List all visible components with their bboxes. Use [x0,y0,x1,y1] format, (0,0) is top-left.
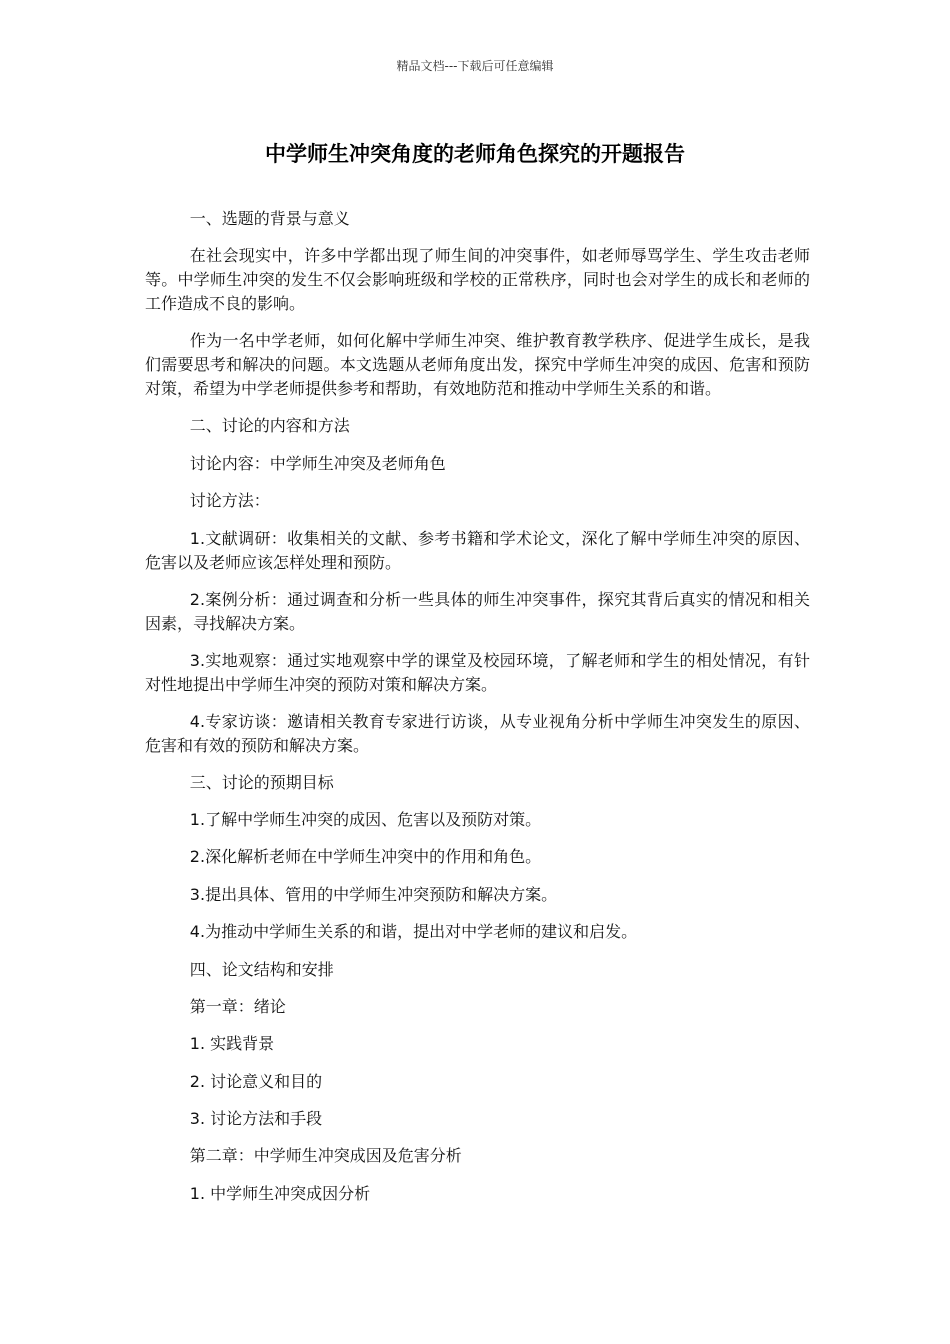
method-item: 2.案例分析：通过调查和分析一些具体的师生冲突事件，探究其背后真实的情况和相关因素，寻找解决方案。 [145,589,810,633]
goal-item: 2.深化解析老师在中学师生冲突中的作用和角色。 [189,847,542,867]
section-heading-1: 一、选题的背景与意义 [189,209,350,228]
goal-item: 3.提出具体、管用的中学师生冲突预防和解决方案。 [189,884,558,904]
chapter-heading: 第二章：中学师生冲突成因及危害分析 [189,1146,462,1166]
goal-item: 4.为推动中学师生关系的和谐，提出对中学老师的建议和启发。 [189,922,638,942]
paragraph-background: 在社会现实中，许多中学都出现了师生间的冲突事件，如老师辱骂学生、学生攻击老师等。中学师生冲突的发生不仅会影响班级和学校的正常秩序，同时也会对学生的成长和老师的工作造成不良的影响。 [145,246,810,314]
goal-item: 1.了解中学师生冲突的成因、危害以及预防对策。 [189,809,542,829]
section-heading-3: 三、讨论的预期目标 [189,772,334,792]
section-heading-4: 四、论文结构和安排 [189,959,334,979]
outline-item: 3. 讨论方法和手段 [189,1109,323,1129]
header-note: 精品文档---下载后可任意编辑 [396,59,554,73]
document-body [145,207,810,1219]
outline-item: 1. 实践背景 [189,1034,275,1054]
method-item: 4.专家访谈：邀请相关教育专家进行访谈，从专业视角分析中学师生冲突发生的原因、危害和有效的预防和解决方案。 [145,711,810,755]
method-item: 1.文献调研：收集相关的文献、参考书籍和学术论文，深化了解中学师生冲突的原因、危害以及老师应该怎样处理和预防。 [145,528,810,572]
method-item: 3.实地观察：通过实地观察中学的课堂及校园环境，了解老师和学生的相处情况，有针对性地提出中学师生冲突的预防对策和解决方案。 [145,650,810,694]
section-heading-2: 二、讨论的内容和方法 [189,416,350,436]
document-title: 中学师生冲突角度的老师角色探究的开题报告 [265,142,685,166]
paragraph-significance: 作为一名中学老师，如何化解中学师生冲突、维护教育教学秩序、促进学生成长，是我们需要思考和解决的问题。本文选题从老师角度出发，探究中学师生冲突的成因、危害和预防对策，希望为中学老师提供参考和帮助，有效地防范和推动中学师生关系的和谐。 [145,331,810,399]
outline-item: 2. 讨论意义和目的 [189,1071,323,1091]
research-content: 讨论内容：中学师生冲突及老师角色 [189,453,446,473]
outline-item: 1. 中学师生冲突成因分析 [189,1183,371,1203]
research-methods-label: 讨论方法： [189,491,270,511]
chapter-heading: 第一章：绪论 [189,996,286,1016]
